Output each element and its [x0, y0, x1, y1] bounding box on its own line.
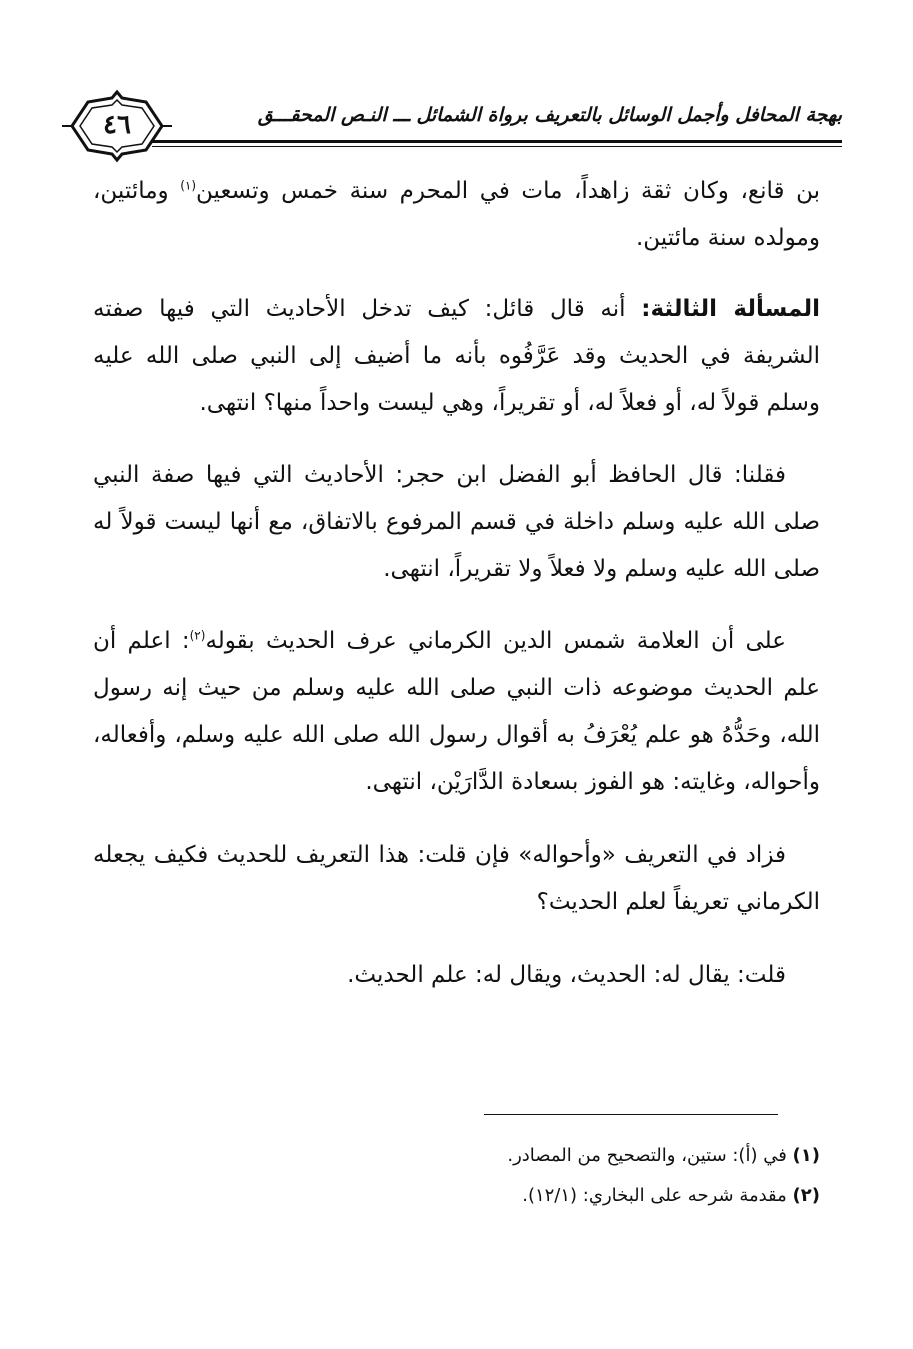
page-number: ٤٦ — [103, 110, 131, 140]
paragraph-text: قلت: يقال له: الحديث، ويقال له: علم الحديث. — [347, 962, 786, 988]
footnote-separator — [484, 1114, 778, 1115]
header-rule-thin — [152, 146, 842, 147]
paragraph-2 — [93, 286, 820, 427]
paragraph-3 — [93, 452, 820, 593]
footnotes — [93, 1136, 820, 1216]
footnote-2 — [93, 1176, 820, 1216]
footnote-ref: (٢) — [189, 628, 206, 643]
paragraph-4 — [93, 618, 820, 806]
footnote-mark: (٢) — [792, 1185, 820, 1206]
page-number-badge — [62, 88, 172, 164]
page-header — [62, 88, 842, 164]
paragraph-text: بن قانع، وكان ثقة زاهداً، مات في المحرم سنة خمس وتسعين — [196, 178, 820, 204]
paragraph-text: على أن العلامة شمس الدين الكرماني عرف الحديث بقوله — [205, 628, 786, 654]
section-heading: المسألة الثالثة: — [641, 296, 820, 322]
paragraph-text: فقلنا: قال الحافظ أبو الفضل ابن حجر: الأحاديث التي فيها صفة النبي صلى الله عليه وسلم داخلة في قسم المرفوع بالاتفاق، مع أنها ليست قولاً له صلى الله عليه وسلم ولا فعلاً ولا تقريراً، انتهى. — [93, 462, 820, 582]
running-title: بهجة المحافل وأجمل الوسائل بالتعريف برواة الشمائل ـــ النـص المحقـــق — [257, 104, 842, 126]
paragraph-5 — [93, 832, 820, 926]
header-rule — [152, 140, 842, 143]
footnote-ref: (١) — [180, 178, 197, 193]
paragraph-text: أنه قال قائل: كيف تدخل الأحاديث التي فيها صفته الشريفة في الحديث وقد عَرَّفُوه بأنه ما أضيف إلى النبي صلى الله عليه وسلم قولاً له، أو فعلاً له، أو تقريراً، وهي ليست واحداً منها؟ انتهى. — [93, 296, 820, 416]
paragraph-tail: ومائتين، ومولده سنة مائتين. — [93, 178, 820, 251]
footnote-text: مقدمة شرحه على البخاري: (١٢/١). — [522, 1185, 793, 1206]
paragraph-tail: : اعلم أن علم الحديث موضوعه ذات النبي صلى الله عليه وسلم من حيث إنه رسول الله، وحَدُّهُ هو علم يُعْرَفُ به أقوال رسول الله صلى الله عليه وسلم، وأفعاله، وأحواله، وغايته: هو الفوز بسعادة الدَّارَيْن، انتهى. — [93, 628, 820, 795]
paragraph-text: فزاد في التعريف «وأحواله» فإن قلت: هذا التعريف للحديث فكيف يجعله الكرماني تعريفاً لعلم الحديث؟ — [93, 842, 820, 915]
paragraph-6 — [93, 952, 820, 999]
paragraph-1 — [93, 168, 820, 262]
footnote-1 — [93, 1136, 820, 1176]
footnote-text: في (أ): ستين، والتصحيح من المصادر. — [507, 1145, 793, 1166]
footnote-mark: (١) — [792, 1145, 820, 1166]
